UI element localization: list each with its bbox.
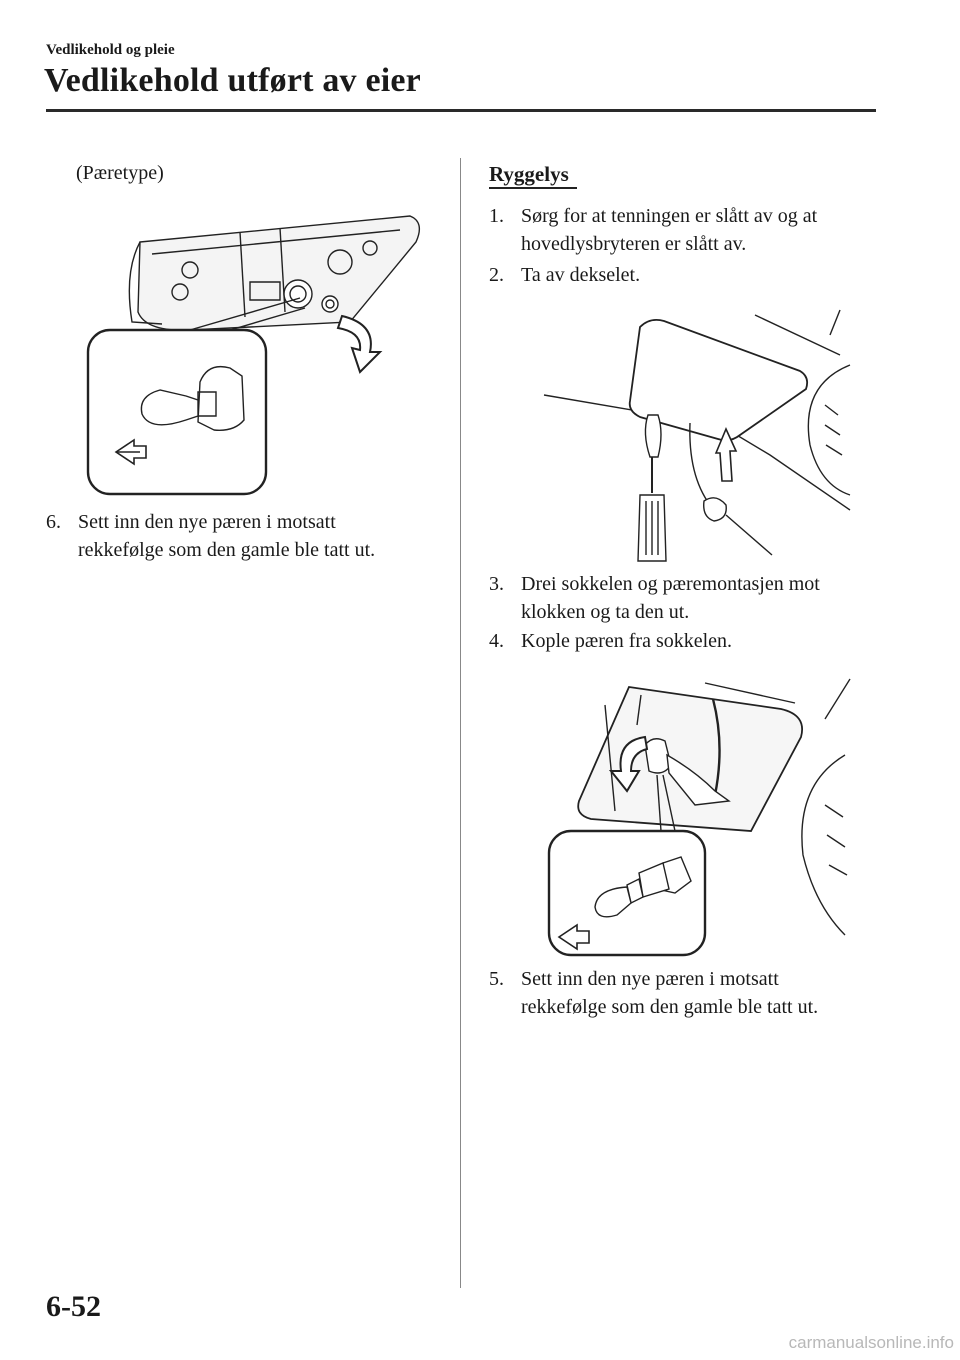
bulb-type-subtitle: (Pæretype) <box>76 162 164 184</box>
page-title: Vedlikehold utført av eier <box>44 62 421 99</box>
page-number: 6-52 <box>46 1290 101 1323</box>
step-4 <box>489 627 909 657</box>
step-2-line-1: Ta av dekselet. <box>521 264 641 286</box>
remove-cover-illustration <box>540 305 860 565</box>
step-1 <box>489 202 909 262</box>
step-3-line-1: Drei sokkelen og pæremontasjen mot <box>521 573 820 595</box>
tail-lamp-bulb-illustration <box>80 212 430 502</box>
step-5-line-2: rekkefølge som den gamle ble tatt ut. <box>521 996 819 1018</box>
column-divider <box>460 158 461 1288</box>
step-4-number: 4. <box>489 630 504 652</box>
step-3 <box>489 570 909 630</box>
step-6-number: 6. <box>46 511 61 533</box>
step-5-line-1: Sett inn den nye pæren i motsatt <box>521 968 779 990</box>
step-3-number: 3. <box>489 573 504 595</box>
step-1-line-2: hovedlysbryteren er slått av. <box>521 233 747 255</box>
step-3-line-2: klokken og ta den ut. <box>521 601 690 623</box>
step-4-line-1: Kople pæren fra sokkelen. <box>521 630 733 652</box>
watermark: carmanualsonline.info <box>788 1333 954 1352</box>
step-2 <box>489 261 909 291</box>
step-1-number: 1. <box>489 205 504 227</box>
section-label: Vedlikehold og pleie <box>46 42 175 58</box>
step-5-number: 5. <box>489 968 504 990</box>
title-rule <box>46 109 876 112</box>
remove-socket-illustration <box>545 675 860 960</box>
step-6-line-2: rekkefølge som den gamle ble tatt ut. <box>78 539 376 561</box>
step-6 <box>46 508 446 568</box>
step-1-line-1: Sørg for at tenningen er slått av og at <box>521 205 818 227</box>
step-2-number: 2. <box>489 264 504 286</box>
reverse-light-heading: Ryggelys <box>489 162 569 186</box>
heading-underline <box>489 187 577 189</box>
step-6-line-1: Sett inn den nye pæren i motsatt <box>78 511 336 533</box>
step-5 <box>489 965 909 1025</box>
